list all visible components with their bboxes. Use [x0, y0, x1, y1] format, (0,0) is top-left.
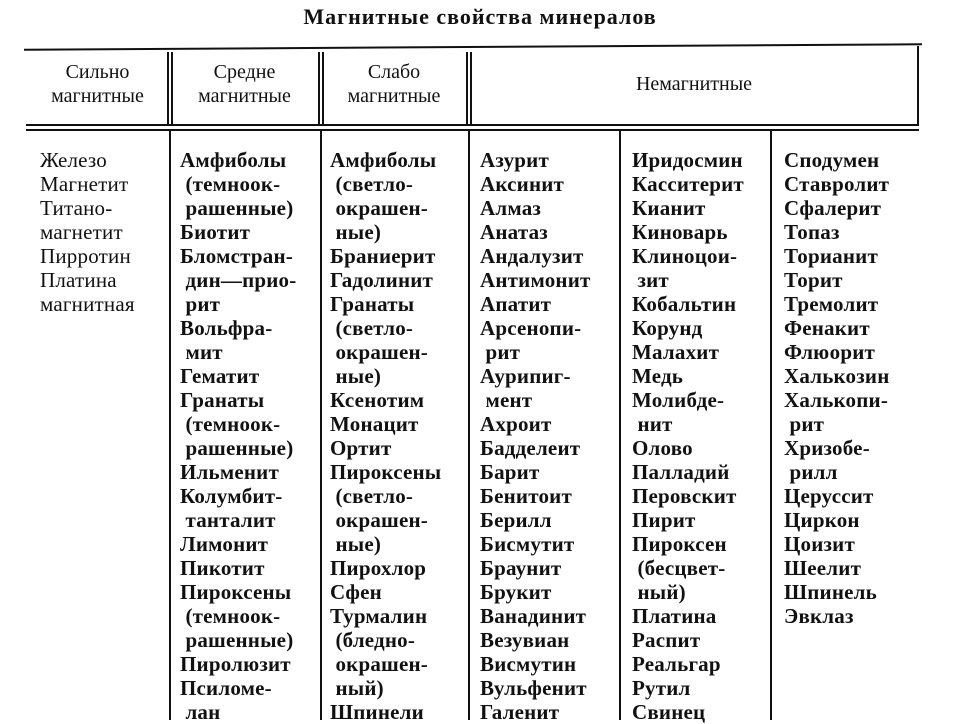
mineral-line: Пирротин: [40, 244, 131, 268]
mineral-line: Антимонит: [480, 268, 591, 292]
mineral-line: Ахроит: [480, 412, 552, 436]
mineral-line: Перовскит: [632, 484, 737, 508]
mineral-line: Бадделеит: [480, 436, 581, 460]
mineral-line: (бесцвет-: [632, 556, 726, 580]
header-medium-line2: магнитные: [198, 85, 291, 107]
mineral-line: Монацит: [330, 412, 419, 436]
mineral-line: Галенит: [480, 700, 560, 724]
mineral-line: Ильменит: [180, 460, 279, 484]
mineral-line: Титано-: [40, 196, 113, 220]
mineral-line: Платина: [40, 268, 117, 292]
mineral-line: Малахит: [632, 340, 720, 364]
mineral-line: рашенные): [180, 436, 294, 460]
header-strong-line2: магнитные: [51, 85, 144, 107]
mineral-line: Бисмутит: [480, 532, 575, 556]
mineral-line: Колумбит-: [180, 484, 283, 508]
mineral-line: Халькопи-: [784, 388, 889, 412]
mineral-line: Гематит: [180, 364, 260, 388]
mineral-line: Пирохлор: [330, 556, 427, 580]
mineral-line: лан: [180, 700, 221, 724]
header-weak-line1: Слабо: [367, 61, 421, 83]
mineral-line: ные): [330, 364, 382, 388]
mineral-line: ные): [330, 220, 382, 244]
header-right-edge: [917, 46, 919, 126]
mineral-line: Распит: [632, 628, 701, 652]
mineral-line: Андалузит: [480, 244, 584, 268]
body-divider-4: [619, 131, 621, 720]
mineral-line: Апатит: [480, 292, 552, 316]
mineral-line: Эвклаз: [784, 604, 854, 628]
mineral-line: рилл: [784, 460, 838, 484]
mineral-line: Молибде-: [632, 388, 725, 412]
mineral-line: Тремолит: [784, 292, 879, 316]
mineral-line: Топаз: [784, 220, 840, 244]
mineral-line: окрашен-: [330, 196, 428, 220]
mineral-line: магнетит: [40, 220, 123, 244]
mineral-line: Аксинит: [480, 172, 565, 196]
mineral-line: магнитная: [40, 292, 135, 316]
column-nonmagnetic-1: [480, 148, 591, 724]
body-divider-5: [770, 131, 772, 720]
header-divider-1: [167, 52, 169, 126]
header-bottom-rule-2: [26, 129, 919, 131]
mineral-line: Браниерит: [330, 244, 436, 268]
mineral-line: Берилл: [480, 508, 552, 532]
mineral-line: зит: [632, 268, 669, 292]
column-weak: [330, 148, 441, 724]
mineral-line: Арсенопи-: [480, 316, 582, 340]
mineral-line: Халькозин: [784, 364, 890, 388]
header-weak: [324, 60, 464, 108]
mineral-line: Ставролит: [784, 172, 890, 196]
mineral-line: Алмаз: [480, 196, 542, 220]
mineral-line: (темноок-: [180, 172, 281, 196]
mineral-line: Железо: [40, 148, 107, 172]
mineral-line: Вольфра-: [180, 316, 273, 340]
mineral-line: Гранаты: [180, 388, 265, 412]
mineral-line: Висмутин: [480, 652, 577, 676]
body-divider-1: [169, 131, 171, 720]
mineral-line: Брукит: [480, 580, 552, 604]
mineral-line: Иридосмин: [632, 148, 743, 172]
header-nonmagnetic: Немагнитные: [635, 73, 753, 95]
mineral-line: Вульфенит: [480, 676, 587, 700]
mineral-line: Сфалерит: [784, 196, 882, 220]
mineral-line: Флюорит: [784, 340, 876, 364]
body-divider-2: [320, 131, 322, 720]
column-strong: [40, 148, 135, 316]
body-divider-3: [468, 131, 470, 720]
mineral-line: окрашен-: [330, 340, 428, 364]
mineral-line: танталит: [180, 508, 276, 532]
mineral-line: Аурипиг-: [480, 364, 571, 388]
mineral-line: (темноок-: [180, 604, 281, 628]
table-top-rule: [24, 43, 922, 50]
mineral-line: Амфиболы: [180, 148, 287, 172]
column-medium: [180, 148, 296, 724]
mineral-line: нит: [632, 412, 673, 436]
mineral-line: Касситерит: [632, 172, 744, 196]
mineral-line: Пикотит: [180, 556, 265, 580]
mineral-line: рашенные): [180, 628, 294, 652]
header-medium-line1: Средне: [213, 61, 276, 83]
mineral-line: Кианит: [632, 196, 706, 220]
mineral-line: Платина: [632, 604, 717, 628]
mineral-line: Реальгар: [632, 652, 721, 676]
mineral-line: Циркон: [784, 508, 860, 532]
header-strong-line1: Сильно: [65, 61, 130, 83]
mineral-line: Магнетит: [40, 172, 129, 196]
mineral-line: (бледно-: [330, 628, 416, 652]
mineral-line: Ванадинит: [480, 604, 587, 628]
mineral-line: Ортит: [330, 436, 392, 460]
mineral-line: Торианит: [784, 244, 878, 268]
mineral-line: Пироксен: [632, 532, 727, 556]
mineral-line: Анатаз: [480, 220, 548, 244]
mineral-line: (светло-: [330, 316, 414, 340]
page-title: Магнитные свойства минералов: [303, 4, 657, 29]
mineral-line: Фенакит: [784, 316, 870, 340]
header-divider-2: [318, 52, 320, 126]
column-nonmagnetic-3: [784, 148, 890, 628]
mineral-line: Палладий: [632, 460, 730, 484]
mineral-line: Бломстран-: [180, 244, 293, 268]
mineral-line: окрашен-: [330, 508, 428, 532]
mineral-line: Свинец: [632, 700, 706, 724]
mineral-line: Корунд: [632, 316, 703, 340]
mineral-line: Олово: [632, 436, 693, 460]
mineral-line: Гадолинит: [330, 268, 434, 292]
mineral-line: Кобальтин: [632, 292, 737, 316]
mineral-line: Лимонит: [180, 532, 269, 556]
mineral-line: Шпинели: [330, 700, 424, 724]
mineral-line: мит: [180, 340, 223, 364]
mineral-line: ный): [330, 676, 384, 700]
mineral-line: дин—прио-: [180, 268, 297, 292]
mineral-line: Шпинель: [784, 580, 877, 604]
header-weak-line2: магнитные: [347, 85, 441, 107]
mineral-line: Турмалин: [330, 604, 428, 628]
mineral-line: Пироксены: [180, 580, 292, 604]
mineral-line: Клиноцои-: [632, 244, 738, 268]
mineral-line: мент: [480, 388, 533, 412]
mineral-line: Рутил: [632, 676, 691, 700]
mineral-line: Псиломе-: [180, 676, 272, 700]
mineral-line: ный): [632, 580, 686, 604]
header-bottom-rule: [26, 124, 919, 126]
mineral-line: Хризобе-: [784, 436, 870, 460]
mineral-line: рашенные): [180, 196, 294, 220]
mineral-line: Пироксены: [330, 460, 442, 484]
mineral-line: Гранаты: [330, 292, 415, 316]
mineral-line: Торит: [784, 268, 843, 292]
header-divider-3: [466, 52, 468, 126]
mineral-line: Сфен: [330, 580, 382, 604]
header-strong: [30, 60, 165, 108]
mineral-line: Барит: [480, 460, 540, 484]
mineral-line: Киноварь: [632, 220, 728, 244]
mineral-line: Браунит: [480, 556, 562, 580]
mineral-line: рит: [180, 292, 221, 316]
mineral-line: Азурит: [480, 148, 549, 172]
mineral-line: Ксенотим: [330, 388, 425, 412]
mineral-line: Амфиболы: [330, 148, 437, 172]
mineral-line: Церуссит: [784, 484, 874, 508]
mineral-line: (темноок-: [180, 412, 281, 436]
mineral-line: Шеелит: [784, 556, 862, 580]
mineral-line: рит: [480, 340, 521, 364]
mineral-line: Медь: [632, 364, 684, 388]
mineral-line: (светло-: [330, 172, 414, 196]
mineral-line: Сподумен: [784, 148, 880, 172]
mineral-line: окрашен-: [330, 652, 428, 676]
mineral-line: ные): [330, 532, 382, 556]
mineral-line: Пирит: [632, 508, 696, 532]
mineral-line: Биотит: [180, 220, 251, 244]
header-medium: [173, 60, 316, 108]
column-nonmagnetic-2: [632, 148, 744, 724]
mineral-line: Пиролюзит: [180, 652, 291, 676]
mineral-line: Бенитоит: [480, 484, 572, 508]
mineral-line: рит: [784, 412, 825, 436]
mineral-line: Везувиан: [480, 628, 570, 652]
mineral-line: Цоизит: [784, 532, 855, 556]
mineral-line: (светло-: [330, 484, 414, 508]
